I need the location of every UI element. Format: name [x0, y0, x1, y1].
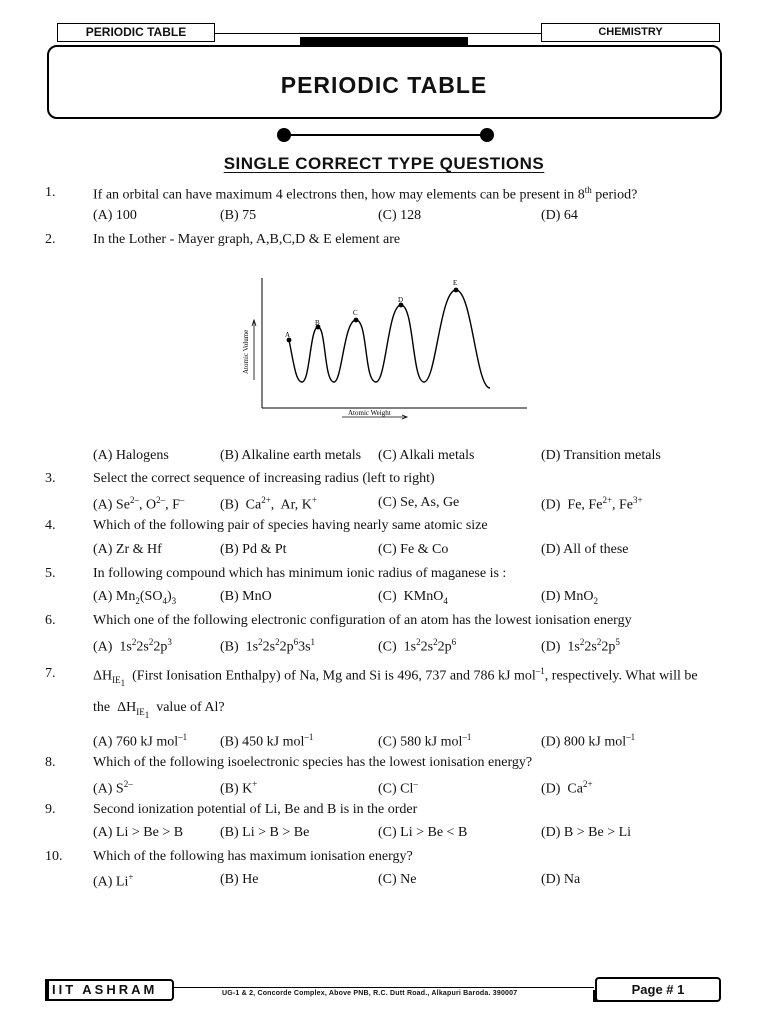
option-d: (D) Fe, $Fe^{2+}$, $Fe^{3+}$	[541, 495, 643, 513]
option-d: (D) $Ca^{2+}$	[541, 779, 593, 797]
option-d: (D) MnO$_2$	[541, 589, 598, 606]
header-right-label: CHEMISTRY	[541, 23, 720, 42]
option-a: (A) Li+	[93, 872, 134, 890]
footer-rule	[166, 987, 594, 988]
header-left-label: PERIODIC TABLE	[57, 23, 215, 42]
question-number: 3.	[45, 471, 56, 486]
question-number: 4.	[45, 518, 56, 533]
option-b: (B) K+	[220, 779, 258, 797]
question-number: 2.	[45, 232, 56, 247]
option-b: (B) MnO	[220, 589, 272, 604]
lothar-meyer-graph	[232, 270, 542, 430]
question-text: Which of the following isoelectronic species has the lowest ionisation energy?	[93, 755, 533, 770]
graph-curve	[289, 290, 490, 388]
option-a: (A) 760 kJ mol$^{-1}$	[93, 732, 188, 750]
graph-label-d: D	[398, 296, 404, 304]
section-title: SINGLE CORRECT TYPE QUESTIONS	[223, 154, 545, 173]
option-d: (D) 800 kJ mol$^{-1}$	[541, 732, 636, 750]
option-d: (D) B > Be > Li	[541, 825, 632, 840]
option-d: (D) 64	[541, 208, 578, 223]
option-c: (C) Fe & Co	[378, 542, 449, 557]
option-c: (C) 128	[378, 208, 422, 223]
page-number: Page # 1	[595, 977, 721, 1002]
option-c: (C) Cl–	[378, 779, 418, 797]
question-number: 8.	[45, 755, 56, 770]
option-b: (B) $1s^22s^22p^63s^1$	[220, 637, 316, 655]
question-text: If an orbital can have maximum 4 electrons then, how may elements can be present in 8th period?	[93, 185, 638, 203]
question-text: Which of the following has maximum ionisation energy?	[93, 849, 413, 864]
option-b: (B) 450 kJ mol$^{-1}$	[220, 732, 314, 750]
option-c: (C) 580 kJ mol$^{-1}$	[378, 732, 472, 750]
question-text: In the Lother - Mayer graph, A,B,C,D & E element are	[93, 232, 401, 247]
divider-dot-left	[277, 128, 291, 142]
footer-address: UG-1 & 2, Concorde Complex, Above PNB, R.C. Dutt Road., Alkapuri Baroda. 390007	[222, 990, 518, 997]
option-b: (B) 75	[220, 208, 257, 223]
graph-label-a: A	[285, 331, 291, 339]
option-b: (B) Alkaline earth metals	[220, 448, 362, 463]
graph-label-b: B	[315, 319, 320, 327]
question-text: Select the correct sequence of increasing radius (left to right)	[93, 471, 435, 486]
option-b: (B) $Ca^{2+}$, Ar, K+	[220, 495, 317, 513]
option-b: (B) He	[220, 872, 259, 887]
option-a: (A) Halogens	[93, 448, 169, 463]
option-c: (C) Alkali metals	[378, 448, 475, 463]
question-text: In following compound which has minimum ionic radius of maganese is :	[93, 566, 507, 581]
option-c: (C) Ne	[378, 872, 417, 887]
question-number: 5.	[45, 566, 56, 581]
option-d: (D) All of these	[541, 542, 629, 557]
graph-xlabel: Atomic Weight	[348, 409, 391, 417]
option-a: (A) $Mn_2(SO_4)_3$	[93, 589, 177, 606]
option-a: (A) $S^{2-}$	[93, 779, 133, 797]
question-text: Which of the following pair of species having nearly same atomic size	[93, 518, 488, 533]
option-c: (C) Se, As, Ge	[378, 495, 460, 510]
option-a: (A) Zr & Hf	[93, 542, 162, 557]
graph-label-e: E	[453, 279, 458, 287]
option-a: (A) $1s^22s^22p^3$	[93, 637, 172, 655]
footer-brand-bar	[45, 979, 49, 1001]
option-c: (C) KMnO$_4$	[378, 589, 448, 606]
option-a: (A) $Se^{2-}$, $O^{2-}$, F–	[93, 495, 185, 513]
option-d: (D) $1s^22s^22p^5$	[541, 637, 620, 655]
option-c: (C) $1s^22s^22p^6$	[378, 637, 457, 655]
divider-line	[284, 134, 487, 136]
question-number: 6.	[45, 613, 56, 628]
question-number: 7.	[45, 666, 56, 681]
graph-ylabel: Atomic Volume	[242, 329, 250, 374]
option-a: (A) Li > Be > B	[93, 825, 184, 840]
question-text: Second ionization potential of Li, Be and B is in the order	[93, 802, 418, 817]
footer-brand: IIT ASHRAM	[45, 979, 174, 1001]
option-d: (D) Na	[541, 872, 581, 887]
question-number: 1.	[45, 185, 56, 200]
graph-point-e	[454, 288, 459, 293]
question-number: 9.	[45, 802, 56, 817]
option-b: (B) Pd & Pt	[220, 542, 287, 557]
question-text: Which one of the following electronic configuration of an atom has the lowest ionisation energy	[93, 613, 632, 628]
option-b: (B) Li > B > Be	[220, 825, 310, 840]
option-d: (D) Transition metals	[541, 448, 661, 463]
question-text-cont: the $\Delta H_{IE_1}$ value of Al?	[93, 700, 225, 720]
option-a: (A) 100	[93, 208, 137, 223]
option-c: (C) Li > Be < B	[378, 825, 468, 840]
graph-label-c: C	[353, 309, 358, 317]
question-text: $\Delta H_{IE_1}$ (First Ionisation Enthalpy) of Na, Mg and Si is 496, 737 and 786 kJ mol$^{-1}$, respectively. What will be	[93, 666, 698, 689]
question-number: 10.	[45, 849, 63, 864]
graph-point-c	[354, 318, 359, 323]
page-title: PERIODIC TABLE	[280, 72, 488, 98]
divider-dot-right	[480, 128, 494, 142]
